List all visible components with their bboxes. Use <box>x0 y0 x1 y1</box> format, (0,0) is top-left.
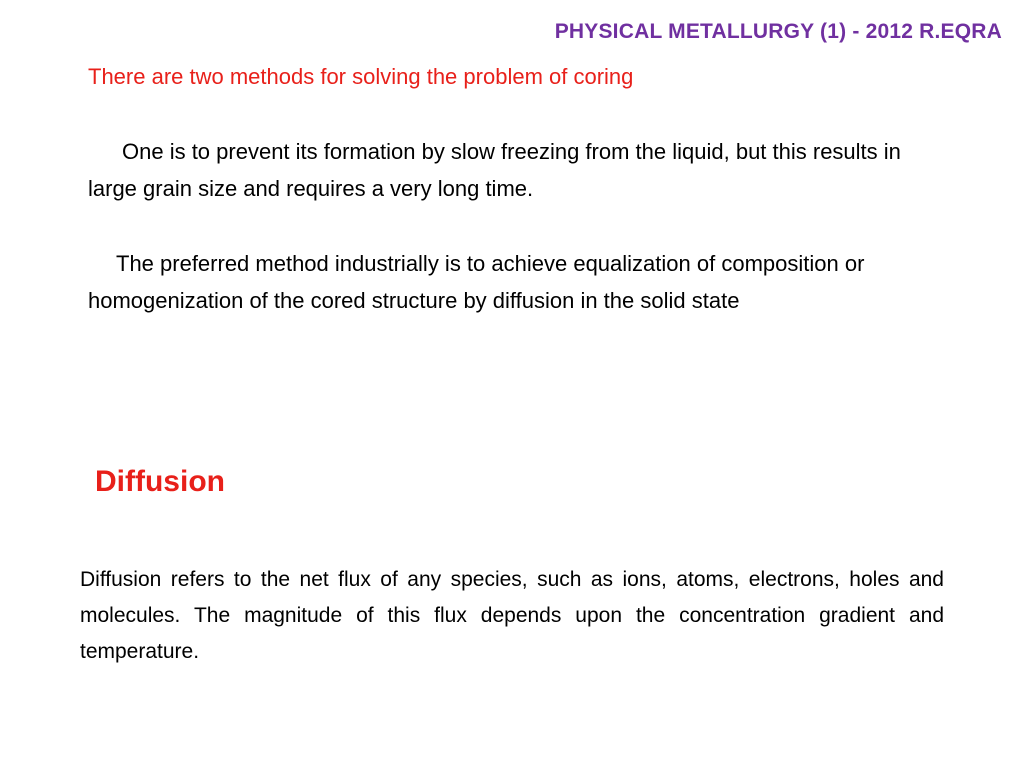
method-one-paragraph: One is to prevent its formation by slow freezing from the liquid, but this results in large grain size and requires a very long time. <box>88 139 901 201</box>
diffusion-definition: Diffusion refers to the net flux of any species, such as ions, atoms, electrons, holes and molecules. The magnitude of this flux depends upon the concentration gradient and temperature. <box>80 568 944 663</box>
method-two-paragraph: The preferred method industrially is to achieve equalization of composition or homogenization of the cored structure by diffusion in the solid state <box>88 251 865 313</box>
slide-header-title: PHYSICAL METALLURGY (1) - 2012 R.EQRA <box>554 20 1002 43</box>
diffusion-heading: Diffusion <box>95 465 225 498</box>
intro-statement: There are two methods for solving the problem of coring <box>88 64 634 89</box>
